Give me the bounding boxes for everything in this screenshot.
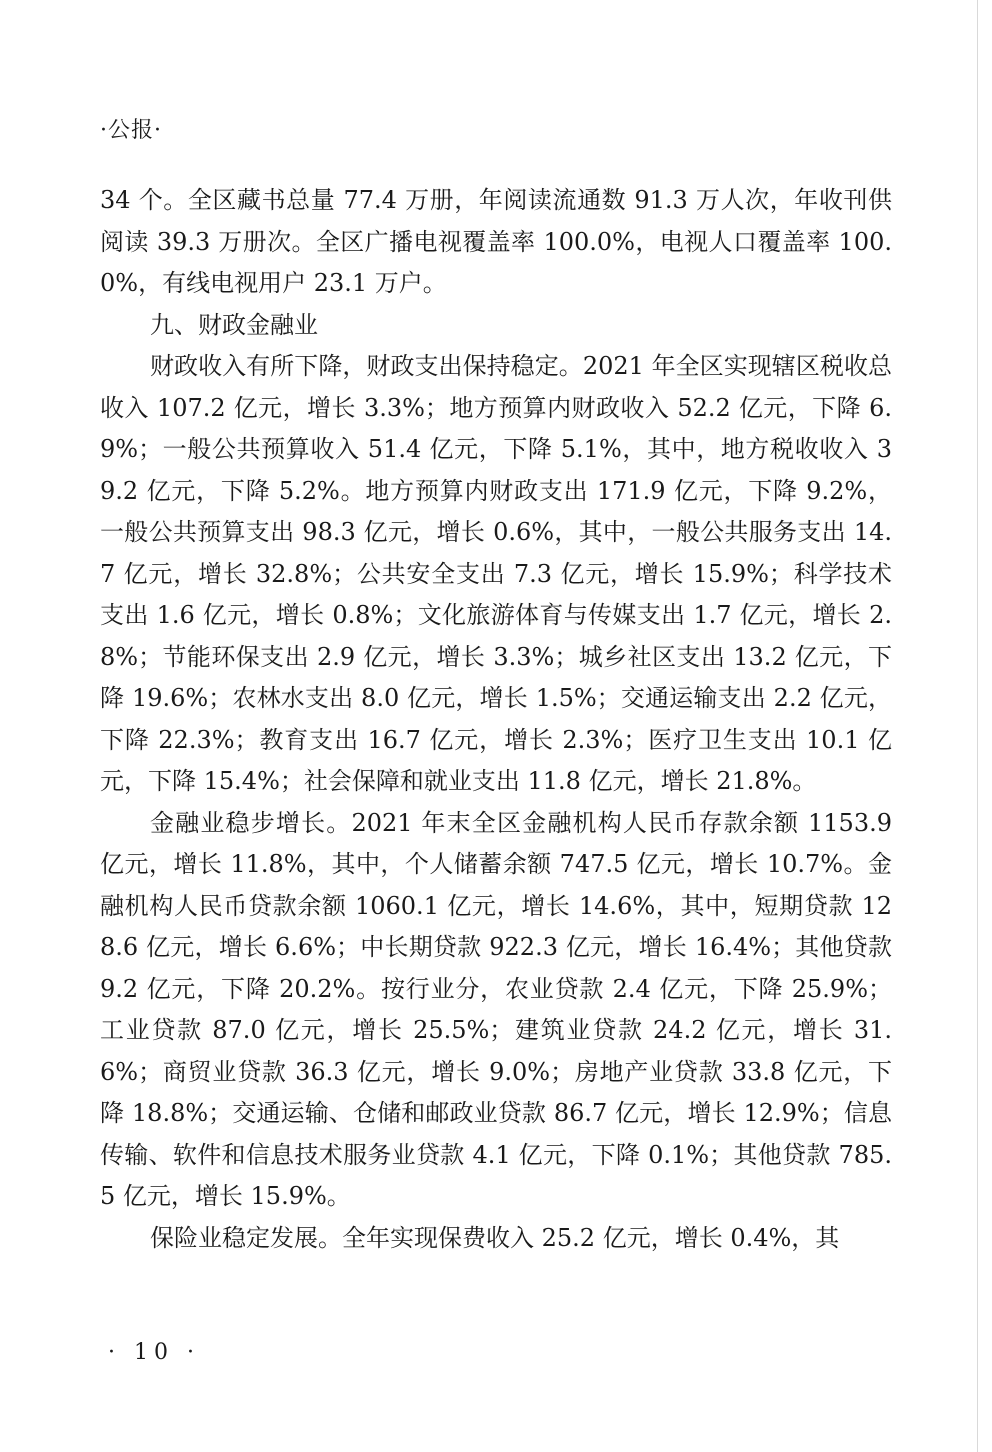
paragraph-banking: 金融业稳步增长。2021 年末全区金融机构人民币存款余额 1153.9 亿元，增长 11.8%，其中，个人储蓄余额 747.5 亿元，增长 10.7%。金融机构人民币贷款余额 1060.1 亿元，增长 14.6%，其中，短期贷款 128.6 亿元，增长 6.6%；中长期贷款 922.3 亿元，增长 16.4%；其他贷款 9.2 亿元，下降 20.2%。按行业分，农业贷款 2.4 亿元，下降 25.9%；工业贷款 87.0 亿元，增长 25.5%；建筑业贷款 24.2 亿元，增长 31.6%；商贸业贷款 36.3 亿元，增长 9.0%；房地产业贷款 33.8 亿元，下降 18.8%；交通运输、仓储和邮政业贷款 86.7 亿元，增长 12.9%；信息传输、软件和信息技术服务业贷款 4.1 亿元，下降 0.1%；其他贷款 785.5 亿元，增长 15.9%。 xyxy=(100,808,892,1210)
paragraph-insurance: 保险业稳定发展。全年实现保费收入 25.2 亿元，增长 0.4%，其 xyxy=(150,1223,840,1252)
paragraph-culture-tail: 34 个。全区藏书总量 77.4 万册，年阅读流通数 91.3 万人次，年收刊供阅读 39.3 万册次。全区广播电视覆盖率 100.0%，电视人口覆盖率 100.0%，有线电视用户 23.1 万户。 xyxy=(100,186,892,297)
page-number: · 10 · xyxy=(108,1340,200,1365)
paragraph-finance: 财政收入有所下降，财政支出保持稳定。2021 年全区实现辖区税收总收入 107.2 亿元，增长 3.3%；地方预算内财政收入 52.2 亿元，下降 6.9%；一般公共预算收入 51.4 亿元，下降 5.1%，其中，地方税收收入 39.2 亿元，下降 5.2%。地方预算内财政支出 171.9 亿元，下降 9.2%，一般公共预算支出 98.3 亿元，增长 0.6%，其中，一般公共服务支出 14.7 亿元，增长 32.8%；公共安全支出 7.3 亿元，增长 15.9%；科学技术支出 1.6 亿元，增长 0.8%；文化旅游体育与传媒支出 1.7 亿元，增长 2.8%；节能环保支出 2.9 亿元，增长 3.3%；城乡社区支出 13.2 亿元，下降 19.6%；农林水支出 8.0 亿元，增长 1.5%；交通运输支出 2.2 亿元，下降 22.3%；教育支出 16.7 亿元，增长 2.3%；医疗卫生支出 10.1 亿元，下降 15.4%；社会保障和就业支出 11.8 亿元，增长 21.8%。 xyxy=(100,352,892,795)
page-edge-line xyxy=(977,0,978,1452)
section-heading-finance: 九、财政金融业 xyxy=(150,310,318,339)
running-header: ·公报· xyxy=(100,118,162,143)
document-body xyxy=(100,180,892,1259)
